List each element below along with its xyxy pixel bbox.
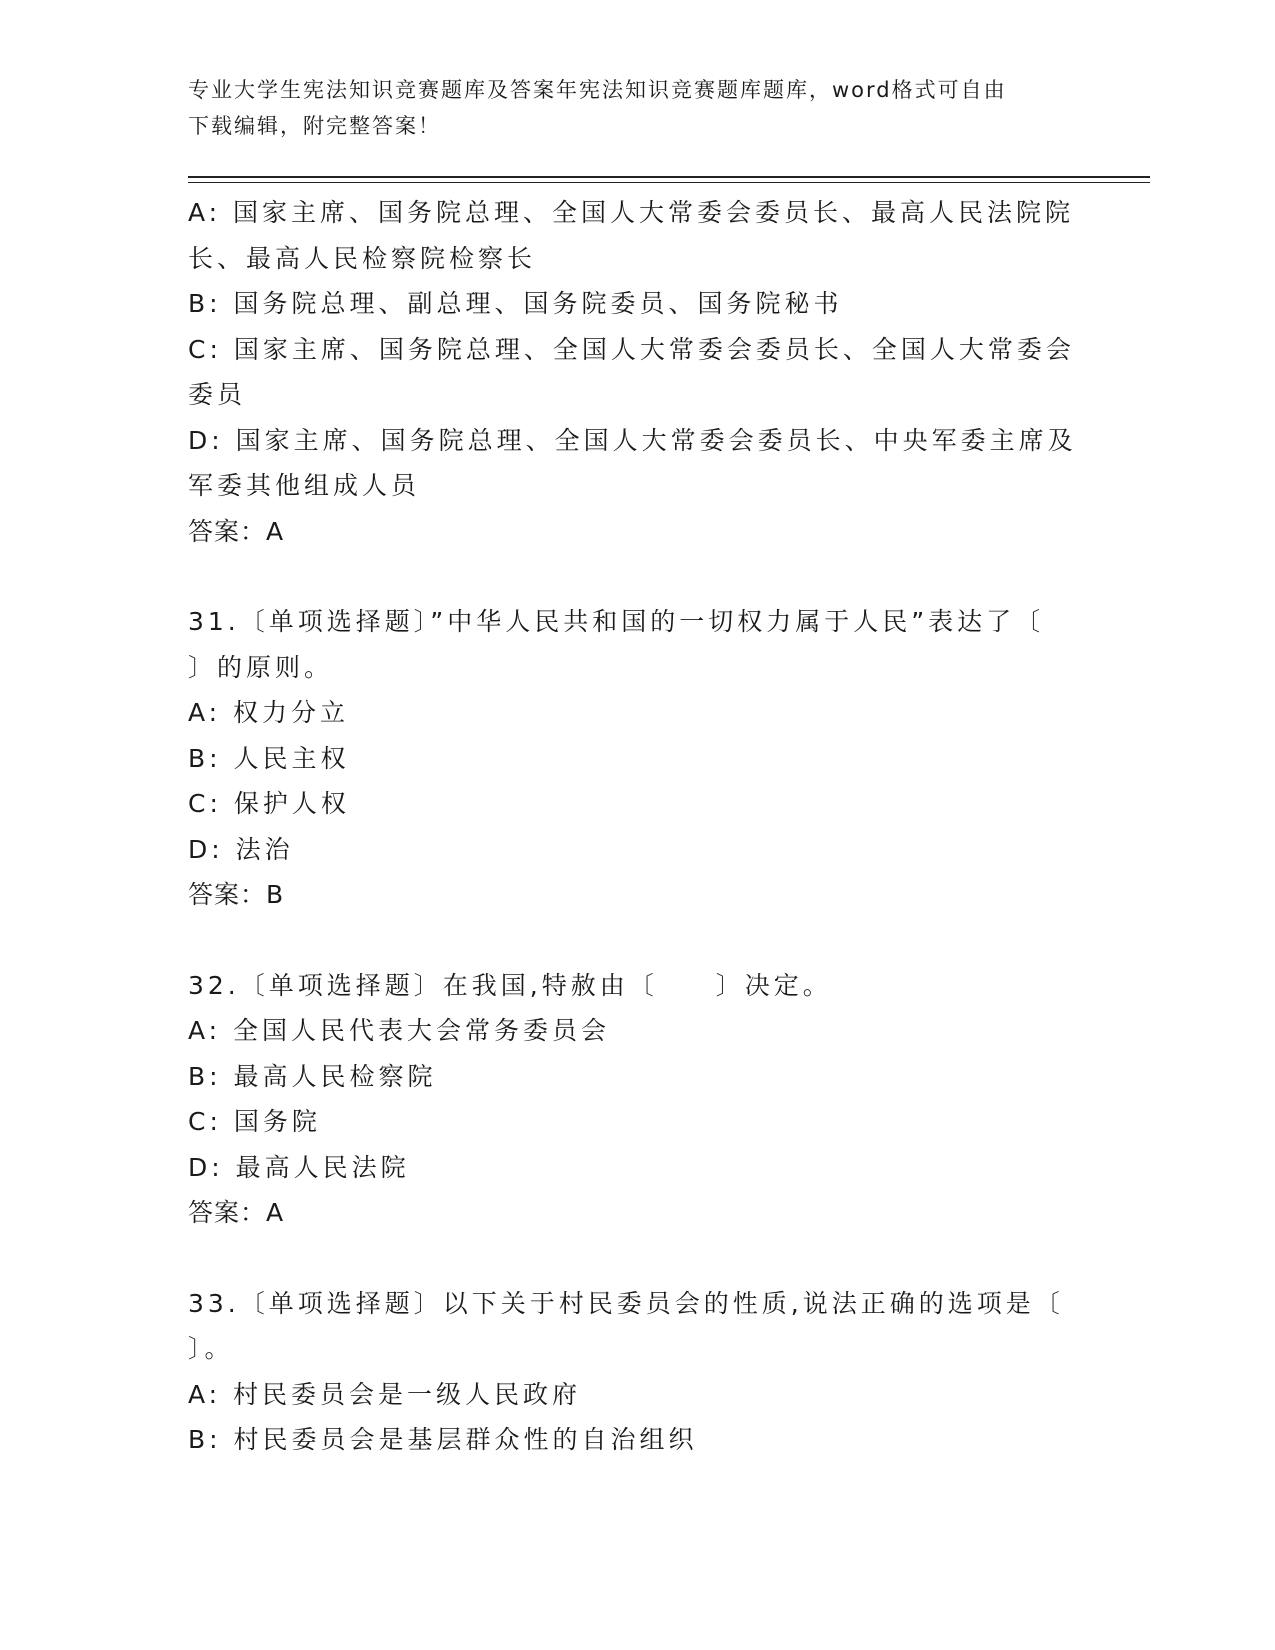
question-stem: 32.〔单项选择题〕在我国,特赦由〔 〕决定。 <box>188 970 832 1000</box>
option-a-line-2: 长、最高人民检察院检察长 <box>188 243 537 273</box>
header-divider <box>188 176 1150 183</box>
header-line-1: 专业大学生宪法知识竞赛题库及答案年宪法知识竞赛题库题库，word格式可自由 <box>188 78 1007 102</box>
spacer <box>188 1236 1088 1281</box>
option-d: D: 法治 <box>188 834 294 864</box>
question-stem-line-2: 〕的原则。 <box>188 652 334 682</box>
question-stem-line-1: 33.〔单项选择题〕以下关于村民委员会的性质,说法正确的选项是〔 <box>188 1288 1064 1318</box>
option-d-line-2: 军委其他组成人员 <box>188 471 421 500</box>
option-b: B: 村民委员会是基层群众性的自治组织 <box>188 1425 698 1454</box>
question-30-continued <box>188 190 1088 554</box>
answer: 答案：A <box>188 516 285 546</box>
option-d-line-1: D: 国家主席、国务院总理、全国人大常委会委员长、中央军委主席及 <box>188 425 1077 455</box>
spacer <box>188 918 1088 963</box>
question-31 <box>188 599 1088 918</box>
question-stem-line-2: 〕。 <box>188 1334 234 1363</box>
question-list <box>188 190 1088 1463</box>
option-c: C: 国务院 <box>188 1107 321 1136</box>
question-32 <box>188 963 1088 1236</box>
option-a-line-1: A: 国家主席、国务院总理、全国人大常委会委员长、最高人民法院院 <box>188 198 1075 227</box>
option-b: B: 国务院总理、副总理、国务院委员、国务院秘书 <box>188 289 843 318</box>
question-stem-line-1: 31.〔单项选择题〕”中华人民共和国的一切权力属于人民”表达了〔 <box>188 607 1045 636</box>
spacer <box>188 554 1088 599</box>
option-a: A: 全国人民代表大会常务委员会 <box>188 1016 611 1045</box>
option-b: B: 人民主权 <box>188 743 350 773</box>
question-33 <box>188 1281 1088 1463</box>
option-a: A: 权力分立 <box>188 698 350 727</box>
option-c-line-2: 委员 <box>188 380 247 409</box>
answer: 答案：A <box>188 1198 285 1227</box>
option-c-line-1: C: 国家主席、国务院总理、全国人大常委会委员长、全国人大常委会 <box>188 334 1075 364</box>
option-c: C: 保护人权 <box>188 789 350 818</box>
page-header <box>188 72 1068 144</box>
option-b: B: 最高人民检察院 <box>188 1061 437 1091</box>
option-d: D: 最高人民法院 <box>188 1152 410 1182</box>
option-a: A: 村民委员会是一级人民政府 <box>188 1379 582 1409</box>
answer: 答案：B <box>188 880 285 909</box>
header-line-2: 下载编辑，附完整答案！ <box>188 114 441 138</box>
